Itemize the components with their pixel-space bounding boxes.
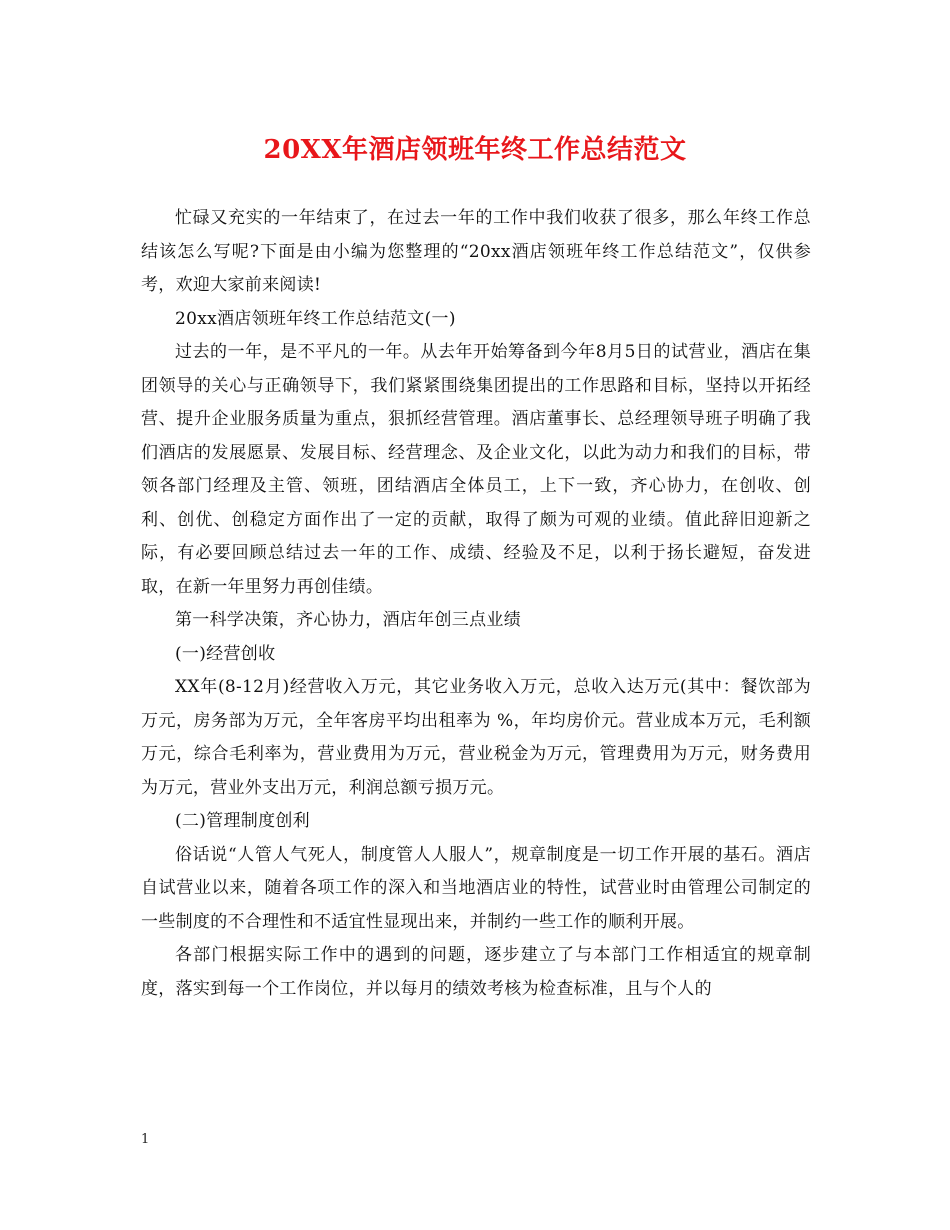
paragraph-department-rules: 各部门根据实际工作中的遇到的问题，逐步建立了与本部门工作相适宜的规章制度，落实到每一个工作岗位，并以每月的绩效考核为检查标准，且与个人的 (141, 945, 811, 999)
paragraph-revenue-details: XX年(8-12月)经营收入万元，其它业务收入万元，总收入达万元(其中：餐饮部为万元，房务部为万元，全年客房平均出租率为 %，年均房价元。营业成本万元，毛利额万元，综合毛利率为，营业费用为万元，营业税金为万元，管理费用为万元，财务费用为万元，营业外支出万元，利润总额亏损万元。 (141, 677, 811, 798)
document-body (141, 202, 811, 1006)
paragraph-section-heading: 第一科学决策，齐心协力，酒店年创三点业绩 (175, 610, 521, 630)
page-number: 1 (141, 1132, 150, 1147)
paragraph-intro: 忙碌又充实的一年结束了，在过去一年的工作中我们收获了很多，那么年终工作总结该怎么写呢?下面是由小编为您整理的“20xx酒店领班年终工作总结范文”，仅供参考，欢迎大家前来阅读! (141, 208, 811, 295)
paragraph-subtitle: 20xx酒店领班年终工作总结范文(一) (175, 308, 456, 329)
document-title: 20XX年酒店领班年终工作总结范文 (263, 135, 687, 165)
paragraph-subheading-revenue: (一)经营创收 (175, 643, 276, 664)
paragraph-review: 过去的一年，是不平凡的一年。从去年开始筹备到今年8月5日的试营业，酒店在集团领导的关心与正确领导下，我们紧紧围绕集团提出的工作思路和目标，坚持以开拓经营、提升企业服务质量为重点，狠抓经营管理。酒店董事长、总经理领导班子明确了我们酒店的发展愿景、发展目标、经营理念、及企业文化，以此为动力和我们的目标，带领各部门经理及主管、领班，团结酒店全体员工，上下一致，齐心协力，在创收、创利、创优、创稳定方面作出了一定的贡献，取得了颇为可观的业绩。值此辞旧迎新之际，有必要回顾总结过去一年的工作、成绩、经验及不足，以利于扬长避短，奋发进取，在新一年里努力再创佳绩。 (141, 342, 811, 597)
paragraph-subheading-management: (二)管理制度创利 (175, 811, 310, 831)
paragraph-management-rules: 俗话说“人管人气死人，制度管人人服人”，规章制度是一切工作开展的基石。酒店自试营业以来，随着各项工作的深入和当地酒店业的特性，试营业时由管理公司制定的一些制度的不合理性和不适宜性显现出来，并制约一些工作的顺利开展。 (141, 844, 811, 932)
